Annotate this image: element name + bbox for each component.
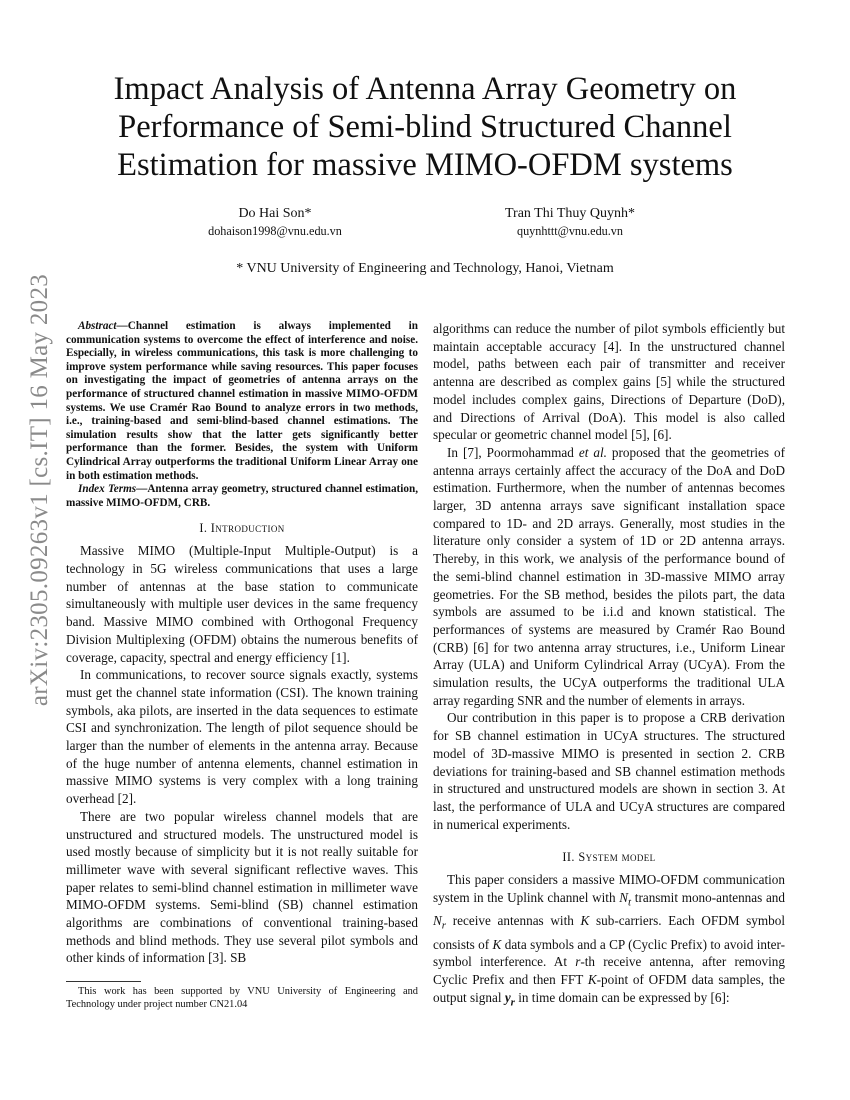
left-column xyxy=(66,320,418,1011)
affiliation: * VNU University of Engineering and Technology, Hanoi, Vietnam xyxy=(236,261,614,276)
paragraph-text: proposed that the geometries of antenna arrays certainly affect the accuracy of the DoA and DoD estimation. Furthermore, when the number of antennas becomes larger, 3D antenna arrays save significant installation space compared to 1D- and 2D arrays. Generally, most studies in the literature only consider a system of 1D or 2D antenna arrays. Thereby, in this work, we analysis of the performance bound of the semi-blind channel estimation in 3D-massive MIMO array geometries. For the SB method, besides the pilots part, the data symbols are assumed to be i.i.d and known statistical. The performances of systems are measured by Cramér Rao Bound (CRB) [6] for two antenna array structures, i.e., Uniform Linear Array (ULA) and Uniform Cylindrical Array (UCyA). From the simulation results, the UCyA outperforms the traditional ULA array regarding SNR and the number of elements in arrays. xyxy=(433,444,785,708)
section-heading-system-model: II. System model xyxy=(562,850,656,865)
math-K: K xyxy=(580,913,590,929)
author-email: quynhttt@vnu.edu.vn xyxy=(516,224,623,238)
author-name: Do Hai Son* xyxy=(238,206,312,221)
paragraph-text: receive antennas with xyxy=(446,913,581,929)
abstract-label: Abstract xyxy=(78,320,117,332)
author-name: Tran Thi Thuy Quynh* xyxy=(504,206,636,221)
paragraph-text: in time domain can be expressed by [6]: xyxy=(514,989,730,1005)
math-K: K xyxy=(492,936,502,952)
right-column xyxy=(433,320,785,1012)
math-subscript: t xyxy=(628,896,632,909)
paragraph-text: transmit mono-antennas and xyxy=(631,890,785,906)
math-symbol: y xyxy=(504,989,511,1005)
intro-paragraph-4 xyxy=(433,444,785,710)
system-model-paragraph xyxy=(433,871,785,1012)
author-email: dohaison1998@vnu.edu.vn xyxy=(208,224,342,238)
arxiv-stamp xyxy=(18,270,62,710)
intro-paragraph-2: In communications, to recover source signals exactly, systems must get the channel state information (CSI). The known training symbols, aka pilots, are inserted in the data sequences to estimate CSI and synchronization. The length of pilot sequence should be larger than the number of elements in the antenna array. Because of the huge number of antenna elements, channel estimation in massive MIMO systems is very complex with a long training overhead [2]. xyxy=(66,667,418,807)
author-block xyxy=(0,204,850,254)
paragraph-text: This paper considers a massive MIMO-OFDM communication system in the Uplink channel with xyxy=(433,872,785,906)
math-Nr xyxy=(433,913,447,933)
author-2 xyxy=(460,204,680,240)
paragraph-text: -th receive antenna, after removing Cyclic Prefix and then FFT xyxy=(433,954,785,988)
footnote: This work has been supported by VNU University of Engineering and Technology under project number CN21.04 xyxy=(66,986,418,1010)
section-heading-introduction: I. Introduction xyxy=(199,521,285,536)
intro-paragraph-5: Our contribution in this paper is to propose a CRB derivation for SB channel estimation in UCyA structures. The structured model of 3D-massive MIMO is presented in section 2. CRB deviations for training-based and SB channel estimation methods in structured and unstructured models are shown in section 3. At last, the performance of ULA and UCyA structures are compared in numerical experiments. xyxy=(433,710,785,832)
math-Nt xyxy=(619,890,632,909)
author-1 xyxy=(170,204,380,240)
math-r: r xyxy=(575,954,581,970)
math-subscript: r xyxy=(510,996,515,1009)
paper-title: Impact Analysis of Antenna Array Geometry on Performance of Semi-blind Structured Channel Estimation for massive MIMO-OFDM systems xyxy=(113,71,737,183)
math-symbol: N xyxy=(433,913,442,929)
index-terms-text: —Antenna array geometry, structured channel estimation, massive MIMO-OFDM, CRB. xyxy=(66,483,418,509)
et-al: et al. xyxy=(578,444,607,460)
abstract xyxy=(66,320,418,483)
index-terms-label: Index Terms xyxy=(78,483,137,496)
math-symbol: N xyxy=(619,890,629,906)
paragraph-text: In [7], Poormohammad xyxy=(447,444,579,460)
abstract-text: —Channel estimation is always implemented in communication systems to overcome the effect of interference and noise. Especially, in wireless communications, this task is more challenging to improve system performance while saving resources. This paper focuses on investigating the impact of geometries of antenna arrays on the performance of structured channel estimation in massive MIMO-OFDM systems. We use Cramér Rao Bound to analyze errors in two methods, i.e., training-based and semi-blind-based channel estimations. The simulation results show that the latter gets significantly better performance than the former. Besides, the system with Uniform Cylindrical Array outperforms the traditional Uniform Linear Array one in both estimation methods. xyxy=(66,320,418,482)
index-terms xyxy=(66,483,418,510)
intro-paragraph-1: Massive MIMO (Multiple-Input Multiple-Output) is a technology in 5G wireless communications that uses a large number of antennas at the base station to communicate simultaneously with multiple user devices in the same frequency band. Massive MIMO combined with Orthogonal Frequency Division Multiplexing (OFDM) obtains the numerous benefits of coverage, capacity, spectral and energy efficiency [1]. xyxy=(66,543,418,665)
math-subscript: r xyxy=(441,920,447,933)
paragraph-text: -point of OFDM data samples, the output signal xyxy=(433,972,786,1005)
math-yr xyxy=(504,989,515,1009)
math-K: K xyxy=(587,972,597,988)
intro-paragraph-3: There are two popular wireless channel models that are unstructured and structured models. The unstructured model is used mostly because of simplicity but it is not really suitable for millimeter wave with several significant reflective waves. This paper relates to semi-blind channel estimation in millimeter wave MIMO-OFDM systems. Semi-blind (SB) channel estimation algorithms are combinations of conventional training-based methods and blind methods. They use several pilot symbols and other kinds of information [3]. SB xyxy=(66,808,418,966)
arxiv-id: arXiv:2305.09263v1 [cs.IT] 16 May 2023 xyxy=(26,273,54,707)
paragraph-text: sub-carriers. Each OFDM symbol consists of xyxy=(433,913,785,952)
footnote-rule xyxy=(66,981,141,982)
intro-paragraph-3-continued: algorithms can reduce the number of pilot symbols efficiently but maintain acceptable accuracy [4]. In the unstructured channel model, paths between each pair of transmitter and receiver antenna are described as complex gains [5] while the structured model includes complex gains, Directions of Departure (DoD), and Directions of Arrival (DoA). This model is also called specular or geometric channel model [5], [6]. xyxy=(433,321,785,443)
paragraph-text: data symbols and a CP (Cyclic Prefix) to avoid inter-symbol interference. At xyxy=(433,936,785,970)
